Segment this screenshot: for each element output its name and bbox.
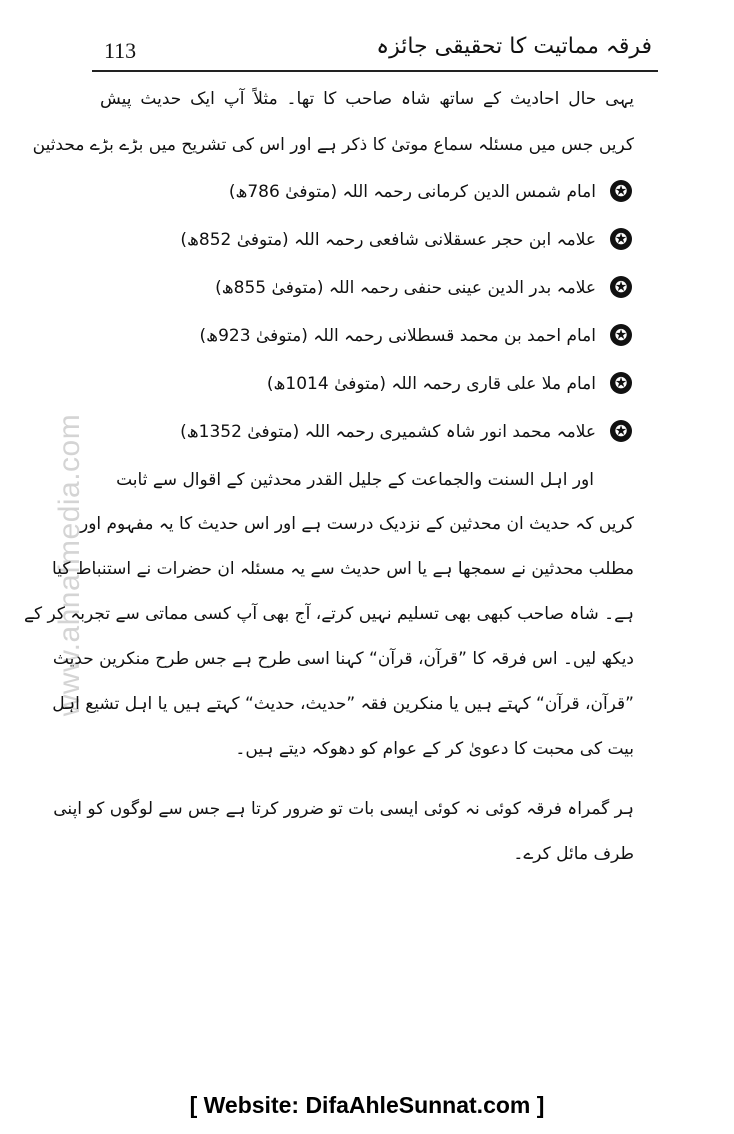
website-footer: [ Website: DifaAhleSunnat.com ]	[189, 1092, 545, 1118]
text-line: طرف مائل کرے۔	[513, 844, 634, 864]
list-item-text: امام ملا علی قاری رحمہ اللہ (متوفیٰ 1014ھ)	[266, 373, 596, 394]
list-item	[180, 420, 632, 442]
text-line: ہے۔ شاہ صاحب کبھی بھی تسلیم نہیں کرتے، آج بھی آپ کسی مماتی سے تجربہ کر کے	[23, 604, 634, 624]
page-number: 113	[104, 38, 137, 63]
star-bullet-icon: ✪	[610, 420, 632, 442]
star-bullet-icon: ✪	[610, 276, 632, 298]
text-line: ”قرآن، قرآن“ کہتے ہیں یا منکرین فقہ ”حدیث، حدیث“ کہتے ہیں یا اہل تشیع اہل	[52, 694, 634, 714]
text-line: ہر گمراہ فرقہ کوئی نہ کوئی ایسی بات تو ضرور کرتا ہے جس سے لوگوں کو اپنی	[53, 799, 634, 819]
star-bullet-icon: ✪	[610, 324, 632, 346]
list-item	[180, 228, 632, 250]
header-divider	[92, 70, 658, 72]
star-bullet-icon: ✪	[610, 228, 632, 250]
list-item	[229, 180, 632, 202]
list-item	[267, 372, 632, 394]
text-line: کریں کہ حدیث ان محدثین کے نزدیک درست ہے اور اس حدیث کا یہ مفہوم اور	[79, 514, 634, 534]
list-item-text: علامہ بدر الدین عینی حنفی رحمہ اللہ (متوفیٰ 855ھ)	[215, 277, 596, 298]
star-bullet-icon: ✪	[610, 180, 632, 202]
list-item-text: امام احمد بن محمد قسطلانی رحمہ اللہ (متوفیٰ 923ھ)	[199, 325, 596, 346]
text-line: کریں جس میں مسئلہ سماع موتیٰ کا ذکر ہے اور اس کی تشریح میں بڑے بڑے محدثین	[32, 135, 634, 155]
watermark: www.ahnafmedia.com	[53, 413, 86, 717]
star-bullet-icon: ✪	[610, 372, 632, 394]
list-item-text: امام شمس الدین کرمانی رحمہ اللہ (متوفیٰ 786ھ)	[228, 181, 596, 202]
text-line: یہی حال احادیث کے ساتھ شاہ صاحب کا تھا۔ مثلاً آپ ایک حدیث پیش	[100, 89, 634, 109]
page-header	[92, 28, 658, 72]
list-item	[200, 324, 632, 346]
text-line: اور اہل السنت والجماعت کے جلیل القدر محدثین کے اقوال سے ثابت	[116, 470, 594, 490]
list-item-text: علامہ محمد انور شاہ کشمیری رحمہ اللہ (متوفیٰ 1352ھ)	[180, 421, 596, 442]
text-line: دیکھ لیں۔ اس فرقہ کا ”قرآن، قرآن“ کہنا اسی طرح ہے جس طرح منکرین حدیث	[52, 649, 634, 669]
book-title: فرقہ مماتیت کا تحقیقی جائزہ	[376, 34, 652, 59]
text-line: بیت کی محبت کا دعویٰ کر کے عوام کو دھوکہ دیتے ہیں۔	[235, 739, 634, 759]
list-item-text: علامہ ابن حجر عسقلانی شافعی رحمہ اللہ (متوفیٰ 852ھ)	[180, 229, 596, 250]
text-line: مطلب محدثین نے سمجھا ہے یا اس حدیث سے یہ مسئلہ ان حضرات نے استنباط کیا	[52, 559, 634, 579]
list-item	[215, 276, 632, 298]
